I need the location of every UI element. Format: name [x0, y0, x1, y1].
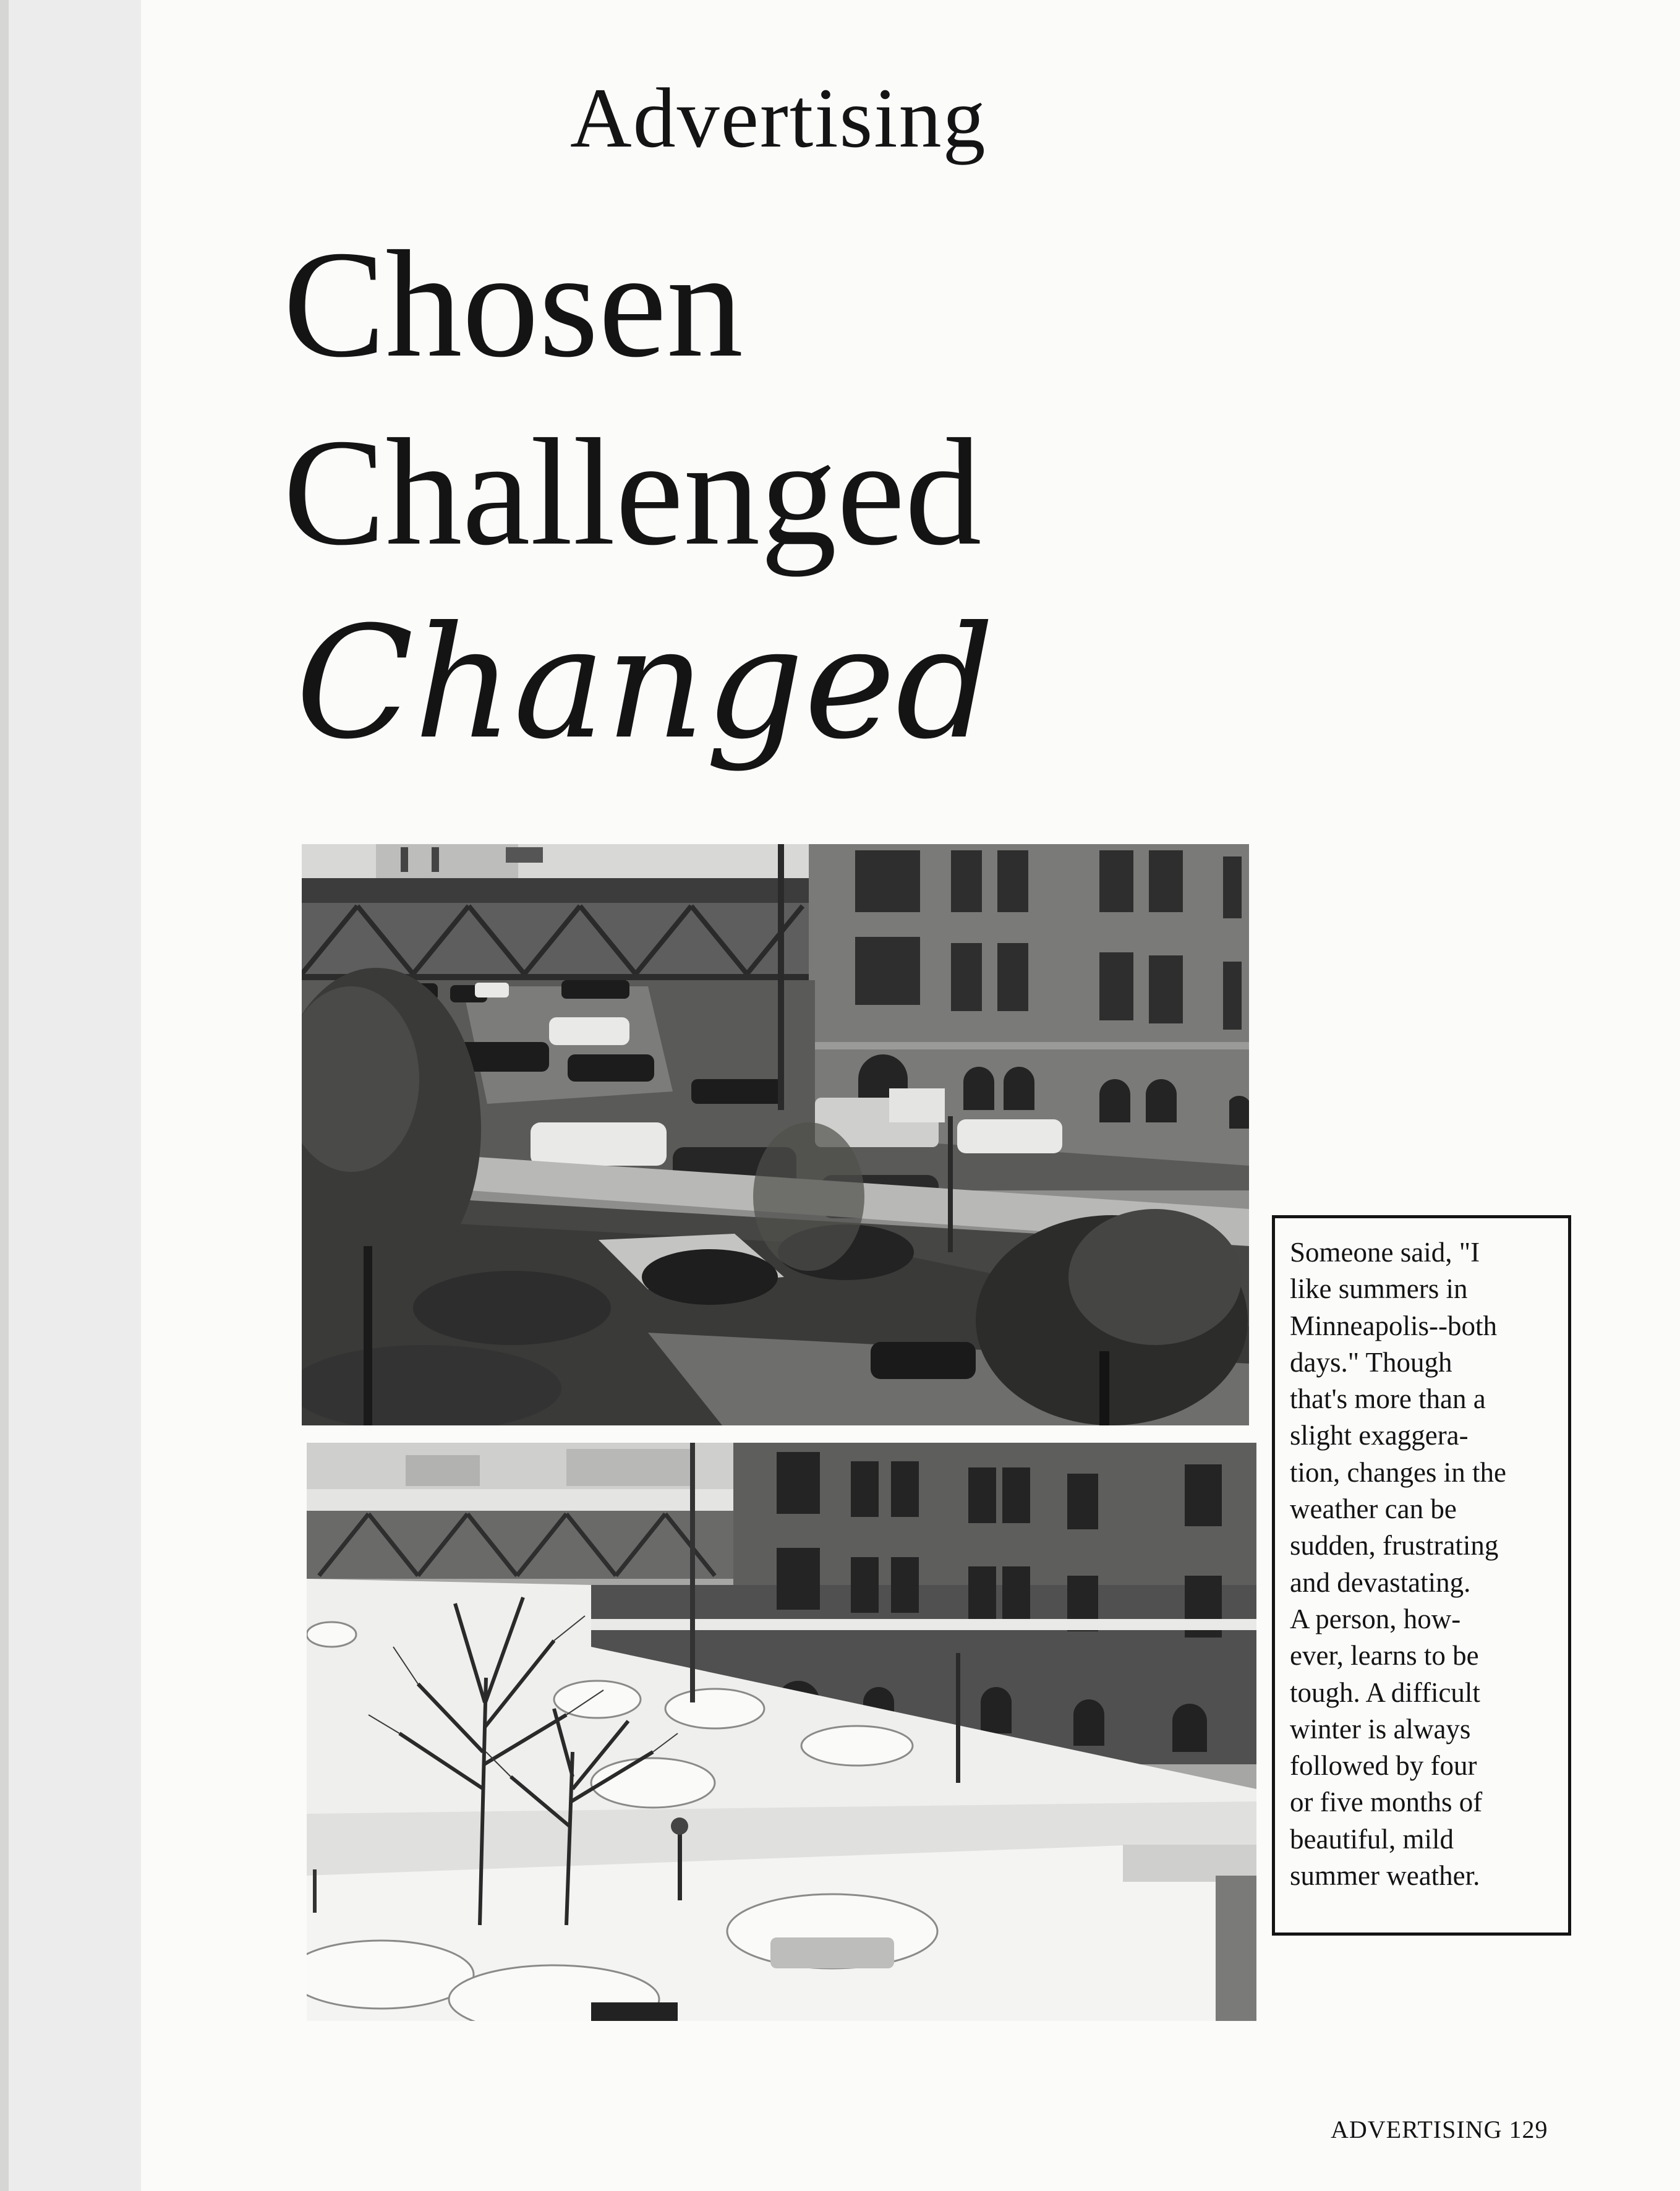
- page-edge-shadow: [0, 0, 9, 2191]
- caption-text: Someone said, "I like summers in Minneapolis--both days." Though that's more than a slight exaggera- tion, changes in the weather can be sudden, frustrating and devastating. A person, how- ever, learns to be tough. A difficult winter is always followed by four or five months of beautiful, mild summer weather.: [1290, 1237, 1506, 1892]
- headline-changed: Changed: [296, 593, 995, 773]
- headline-challenged: Challenged: [283, 407, 982, 577]
- binding-margin: [0, 0, 141, 2191]
- section-label: Advertising: [570, 70, 987, 165]
- page-footer: ADVERTISING 129: [1331, 2116, 1548, 2143]
- caption-box: [1272, 1215, 1571, 1936]
- summer-photo: [302, 844, 1249, 1425]
- winter-photo: [307, 1443, 1256, 2021]
- headline-chosen: Chosen: [283, 219, 743, 389]
